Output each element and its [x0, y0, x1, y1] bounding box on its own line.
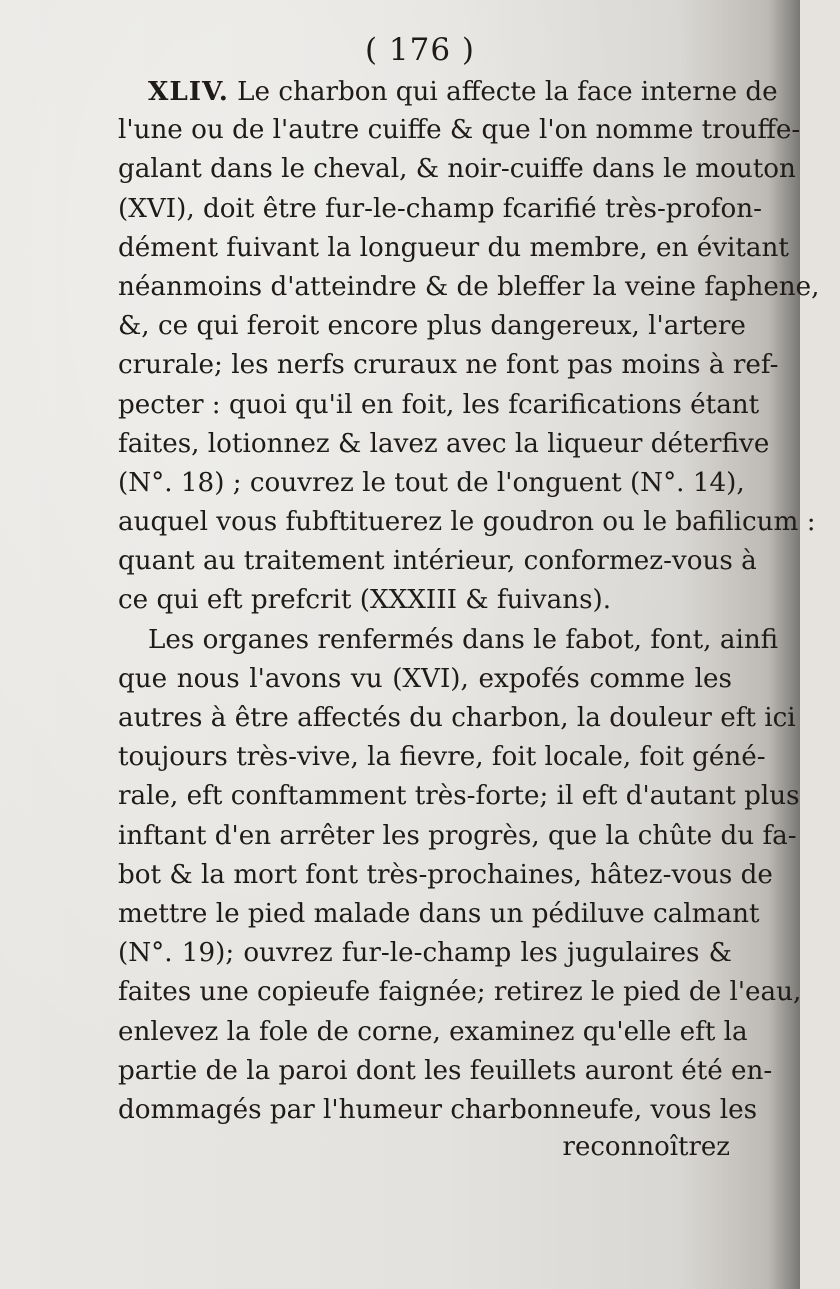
- paragraph-1-line: auquel vous fubftituerez le goudron ou le bafilicum :: [118, 507, 816, 538]
- paragraph-2-line: inftant d'en arrêter les progrès, que la chûte du fa-: [118, 820, 797, 851]
- paragraph-1-line-1-text: Le charbon qui affecte la face interne de: [237, 77, 778, 107]
- paragraph-1-line: crurale; les nerfs cruraux ne font pas moins à ref-: [118, 350, 779, 381]
- paragraph-1-line: (XVI), doit être fur-le-champ fcarifié très-profon-: [118, 193, 763, 224]
- paragraph-2-line: mettre le pied malade dans un pédiluve calmant: [118, 898, 760, 929]
- paragraph-2-line: Les organes renfermés dans le fabot, font, ainfi: [148, 624, 779, 655]
- paragraph-1-line: (N°. 18) ; couvrez le tout de l'onguent (N°. 14),: [118, 467, 745, 498]
- paragraph-2-line: toujours très-vive, la fievre, foit locale, foit géné-: [118, 742, 766, 773]
- paragraph-1-line: galant dans le cheval, & noir-cuiffe dans le mouton: [118, 154, 796, 185]
- paragraph-2-line: rale, eft conftamment très-forte; il eft d'autant plus: [118, 781, 800, 812]
- paragraph-2-line: autres à être affectés du charbon, la douleur eft ici: [118, 703, 796, 733]
- paragraph-2-line: enlevez la fole de corne, examinez qu'elle eft la: [118, 1016, 748, 1047]
- paragraph-1-line: pecter : quoi qu'il en foit, les fcarifications étant: [118, 389, 760, 420]
- paragraph-2-line: faites une copieufe faignée; retirez le pied de l'eau,: [118, 977, 802, 1008]
- paragraph-2-line: que nous l'avons vu (XVI), expofés comme les: [118, 663, 732, 694]
- section-number: XLIV.: [148, 76, 229, 107]
- paragraph-2-line: (N°. 19); ouvrez fur-le-champ les jugulaires &: [118, 938, 732, 969]
- paragraph-2-line: dommagés par l'humeur charbonneufe, vous les: [118, 1094, 758, 1125]
- paragraph-1-line: &, ce qui feroit encore plus dangereux, l'artere: [118, 311, 746, 342]
- paragraph-1-line: dément fuivant la longueur du membre, en évitant: [118, 232, 789, 263]
- paragraph-1-line: néanmoins d'atteindre & de bleffer la veine faphene,: [118, 271, 820, 302]
- paragraph-1-line: quant au traitement intérieur, conformez-vous à: [118, 546, 757, 577]
- catchword: reconnoîtrez: [562, 1132, 730, 1162]
- paragraph-1-line: faites, lotionnez & lavez avec la liqueur déterfive: [118, 428, 770, 459]
- paragraph-1-line: l'une ou de l'autre cuiffe & que l'on nomme trouffe-: [118, 115, 801, 146]
- paragraph-1-line: ce qui eft prefcrit (XXXIII & fuivans).: [118, 585, 612, 616]
- page-number: ( 176 ): [364, 32, 476, 68]
- paragraph-2-line: bot & la mort font très-prochaines, hâtez-vous de: [118, 859, 773, 890]
- paragraph-2-line: partie de la paroi dont les feuillets auront été en-: [118, 1055, 773, 1086]
- body-text: [118, 72, 820, 1130]
- paragraph-1-line-1: [118, 72, 778, 111]
